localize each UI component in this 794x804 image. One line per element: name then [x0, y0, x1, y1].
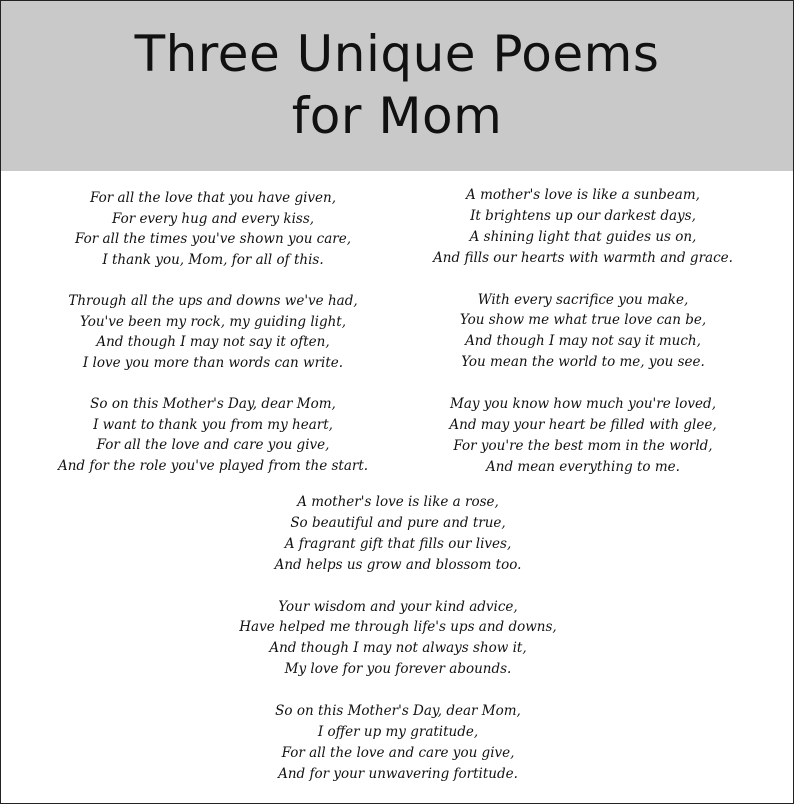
poem-2 — [413, 185, 753, 478]
poem-line: My love for you forever abounds. — [284, 661, 512, 678]
poem-line: And may your heart be filled with glee, — [449, 416, 717, 433]
poem-1-stanza-1 — [43, 188, 383, 270]
poem-line: Have helped me through life's ups and downs, — [239, 619, 557, 636]
poem-3-stanza-3 — [223, 701, 573, 785]
poem-line: I thank you, Mom, for all of this. — [102, 251, 324, 268]
poem-2-stanza-3 — [413, 394, 753, 478]
poem-line: For all the times you've shown you care, — [74, 231, 352, 248]
poem-line: A mother's love is like a rose, — [297, 494, 499, 510]
poem-1-stanza-3 — [43, 394, 383, 476]
poem-2-stanza-1 — [413, 185, 753, 269]
poem-line: Through all the ups and downs we've had, — [68, 292, 358, 309]
poem-line: You mean the world to me, you see. — [461, 354, 705, 371]
poem-line: It brightens up our darkest days, — [470, 207, 696, 224]
poem-line: For all the love and care you give, — [96, 437, 330, 454]
poem-line: For every hug and every kiss, — [111, 210, 315, 227]
poem-2-stanza-2 — [413, 290, 753, 374]
poem-line: I offer up my gratitude, — [317, 723, 479, 740]
poem-1-stanza-2 — [43, 291, 383, 373]
poem-line: With every sacrifice you make, — [477, 291, 689, 308]
poem-3-stanza-2 — [223, 597, 573, 681]
poem-3 — [223, 492, 573, 785]
title-banner — [1, 1, 793, 171]
poem-line: And helps us grow and blossom too. — [274, 556, 522, 573]
poem-line: For you're the best mom in the world, — [453, 437, 713, 454]
poem-line: So on this Mother's Day, dear Mom, — [275, 703, 521, 720]
poem-line: A fragrant gift that fills our lives, — [284, 535, 512, 552]
poem-line: For all the love that you have given, — [89, 190, 337, 206]
poem-line: For all the love and care you give, — [281, 744, 515, 761]
poem-line: And fills our hearts with warmth and grace. — [433, 249, 733, 266]
poem-line: You show me what true love can be, — [459, 312, 707, 329]
poem-line: And though I may not always show it, — [269, 640, 527, 657]
poem-line: Your wisdom and your kind advice, — [278, 598, 518, 615]
title-line-2: for Mom — [291, 87, 503, 145]
poem-line: I love you more than words can write. — [82, 354, 344, 371]
title-line-1: Three Unique Poems — [134, 25, 660, 83]
poem-line: So beautiful and pure and true, — [290, 514, 506, 531]
poem-line: A shining light that guides us on, — [469, 228, 697, 245]
poem-line: May you know how much you're loved, — [450, 396, 716, 413]
poem-3-stanza-1 — [223, 492, 573, 576]
poem-line: So on this Mother's Day, dear Mom, — [90, 395, 336, 412]
poem-line: And though I may not say it often, — [96, 334, 330, 351]
poem-line: A mother's love is like a sunbeam, — [466, 187, 700, 203]
poem-line: And though I may not say it much, — [465, 333, 701, 350]
poem-line: I want to thank you from my heart, — [93, 416, 333, 433]
poem-1 — [43, 188, 383, 476]
poem-line: And for the role you've played from the start. — [57, 457, 369, 474]
poem-line: And mean everything to me. — [486, 458, 680, 475]
poem-line: You've been my rock, my guiding light, — [79, 313, 347, 330]
poem-line: And for your unwavering fortitude. — [278, 765, 518, 782]
page-title — [1, 23, 793, 147]
